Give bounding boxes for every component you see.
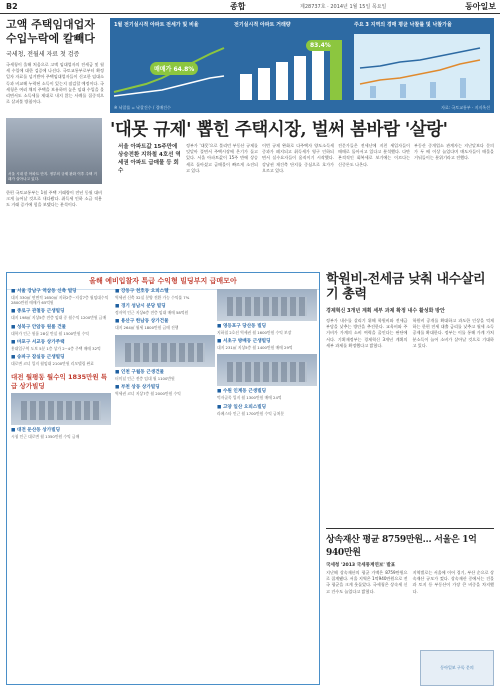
photo-caption: 서울 시내 한 아파트 단지. 정부의 규제 완화 이후 주택 거래가 살아나고 있다.: [8, 172, 97, 181]
list-item: ■ 서울 강남구 역삼동 신축 빌딩 대지 330㎡ 연면적 1650㎡ 지하2층~지상7층 월임대수익 2800만원 매매가 65억원: [11, 289, 109, 306]
building-photo: [217, 289, 317, 321]
headline-kicker: 서울 아파트값 15주만에 상승전환 지하철 4호선 역세권 아파트 급매물 등 회수: [118, 144, 181, 174]
infographic-note: ※ 낙찰률 = 낙찰건수 / 경매건수: [114, 105, 171, 110]
list-item: ■ 대전 둔산동 상가빌딩 시청 인근 대로변 월 1350만원 수익 급매: [11, 428, 80, 440]
list-item: ■ 용산구 한남동 상가건물 대지 264㎡ 월세 1800만원 급매 진행: [115, 319, 179, 331]
right-article-subtitle: 경제혁신 3개년 계획 세부 과제 확정 내수 활성화 방안: [326, 308, 445, 314]
body-column-5: 한편 국토교통부는 1월 주택 거래량이 전년 동월 대비 크게 늘어날 것으로 내다봤다. 취득세 인하 소급 적용도 거래 증가에 힘을 보탰다는 분석이다.: [6, 190, 102, 208]
right-article-title: 학원비-전세금 낮춰 내수살리기 총력: [326, 272, 486, 302]
page-number: B2: [6, 2, 18, 11]
right-article2-subtitle: 국세청 '2013 국세통계연보' 발표: [326, 563, 396, 568]
building-photo: [217, 354, 317, 386]
property-listing-box: [6, 272, 320, 685]
right-article2-col2: 지역별로는 서울에 이어 경기, 부산 순으로 상속재산 규모가 컸다. 상속재산 중에서는 건물과 토지 등 부동산이 가장 큰 비중을 차지했다.: [412, 570, 494, 594]
list-item: ■ 수원 인계동 근생빌딩 먹자골목 입지 월 1300만원 매매 24억: [217, 389, 282, 401]
body-column-2: 이번 규제 완화로 다주택자 양도소득세 중과가 폐지되고 취득세가 영구 인하되면서 실수요자들이 움직이기 시작했다. 강남권 재건축 단지를 중심으로 호가가 오르고 있다.: [262, 143, 334, 173]
infographic-source: 자료: 국토교통부 · 지지옥션: [441, 105, 490, 110]
infographic-panel-2: [230, 18, 348, 113]
page-header: [0, 0, 500, 14]
listing-column-1: [11, 289, 111, 443]
list-item: ■ 경기 성남시 분당 빌딩 정자역 인근 지상6층 전층 임대 매매 58억원: [115, 304, 189, 316]
left-article-body: 국세청이 올해 처음으로 고액 임대업자의 전세금 및 월세 수입에 대한 검증에 나선다. 국토교통부로부터 확정일자 자료를 넘겨받아 주택임대업자들이 신고한 임대소득과 비교해 누락된 소득이 있는지 점검할 예정이다. 국세청은 여러 채의 주택을 보유하며 높은 임대 수입을 올리면서도 소득세를 제대로 내지 않는 사례를 집중적으로 살펴볼 방침이다.: [6, 62, 104, 105]
panel2-badge: 83.4%: [306, 40, 335, 51]
subscription-ad[interactable]: 동아일보 구독 문의: [420, 650, 494, 686]
left-article-subtitle: 국세청, 전월세 자료 첫 검증: [6, 51, 80, 58]
right-article-2: [326, 528, 494, 595]
list-item: ■ 마포구 서교동 상가주택 홍대입구역 도보 5분 1층 상가 2~4층 주택 매매 32억: [11, 339, 101, 351]
list-item: ■ 고양 일산 오피스빌딩 라페스타 인근 월 1700만원 수익 급처분: [217, 404, 285, 416]
building-photo: [115, 335, 215, 367]
panel2-title: 전기실시적 아파트 거래량: [234, 22, 291, 28]
left-article-title: 고액 주택임대업자 수입누락에 칼빼다: [6, 18, 95, 45]
building-photo: [11, 393, 111, 425]
left-article: [6, 18, 104, 105]
infographic-panel-3: [350, 18, 494, 113]
list-item: ■ 송파구 잠실동 근생빌딩 대로변 코너 입지 월임대 2100만원 리모델링 완료: [11, 355, 94, 367]
right-article2-col1: 지난해 상속재산의 평균 가액은 8759만원으로 집계됐다. 서울 지역은 1억940만원으로 전국 평균을 크게 웃돌았다. 국세청은 상속세 신고 건수도 늘었다고 밝혔다.: [326, 570, 408, 594]
listing-column-3: [217, 289, 317, 420]
right-article-col1: 정부가 내수를 살리기 위해 학원비와 전세금 부담을 낮추는 방안을 추진한다. 교육비와 주거비가 가계의 소비 여력을 줄인다는 판단에서다. 기획재정부는 경제혁신 3개년 계획의 세부 과제를 확정했다고 밝혔다.: [326, 318, 408, 348]
list-item: ■ 영등포구 당산동 빌딩 지하철 2호선 역세권 월 1600만원 수익 보장: [217, 324, 292, 335]
infographic-panel-1: [110, 18, 228, 113]
body-column-1: 정부가 '대못'으로 불리던 부동산 규제를 잇달아 풀면서 주택시장에 온기가 돌고 있다. 서울 아파트값이 15주 만에 상승세로 돌아섰고 급매물이 빠르게 소진되고 있다.: [186, 143, 258, 173]
list-item: ■ 강동구 천호동 오피스텔 역세권 신축 32실 분양 전환 가능 수익률 7%: [115, 289, 190, 300]
body-column-3: 전문가들은 전세난에 지친 세입자들이 매매로 돌아서고 있다고 분석했다. 다만 본격적인 회복세로 보기에는 이르다는 신중론도 나온다.: [338, 143, 410, 167]
list-item: ■ 서초구 방배동 근생빌딩 대지 231㎡ 지상5층 월 1400만원 매매 29억: [217, 339, 293, 351]
listing-mid-title: 대전 월평동 월수익 1835만원 특급 상가빌딩: [11, 373, 108, 391]
right-article: [326, 272, 494, 349]
section-name: 종합: [230, 2, 246, 11]
newspaper-logo: 동아일보: [465, 1, 496, 11]
main-headline: '대못 규제' 뽑힌 주택시장, 벌써 봄바람 '살랑': [110, 120, 448, 140]
panel1-title: 1월 전기실시적 아파트 전세가 및 비율: [114, 22, 199, 28]
list-item: ■ 인천 구월동 근생건물 터미널 인근 전층 임대 월 1100만원: [115, 369, 175, 381]
right-article2-title: 상속재산 평균 8759만원… 서울은 1억940만원: [326, 528, 494, 558]
list-item: ■ 종로구 관철동 근생빌딩 대지 198㎡ 지상5층 전층 임대 중 월수익 1200만원 급매: [11, 309, 107, 321]
list-item: ■ 부천 상동 상가빌딩 역세권 코너 지상7층 월 2000만원 수익: [115, 384, 181, 396]
list-item: ■ 성북구 안암동 원룸 건물 대학가 인근 원룸 28실 만실 월 1500만원 수익: [11, 324, 89, 336]
auction-rate-chart: [350, 34, 494, 104]
right-article-col2: 학원비 공개를 확대하고 과도한 인상을 억제하는 한편 전세 대출 금리를 낮추고 월세 소득공제를 확대한다. 정부는 이를 통해 가계 가처분소득이 늘어 소비가 살아날 것으로 기대하고 있다.: [412, 318, 494, 348]
infographic: [110, 18, 494, 113]
listing-title: 올해 예비입찰자 특급 수익형 빌딩부지 급매모아: [7, 273, 319, 290]
news-photo: [6, 118, 102, 184]
issue-meta: 제28737호 · 2014년 1월 15일 목요일: [300, 4, 387, 10]
body-column-4: 부동산 중개업소 관계자는 지난달보다 문의가 두 배 이상 늘었다며 매도자들이 매물을 거둬들이는 분위기라고 전했다.: [414, 143, 494, 161]
panel3-title: 주요 3 지역의 경매 평균 낙찰률 및 낙찰가율: [354, 22, 452, 28]
panel1-badge: 매매가 64.8%: [150, 62, 198, 75]
listing-column-2: [115, 289, 215, 400]
